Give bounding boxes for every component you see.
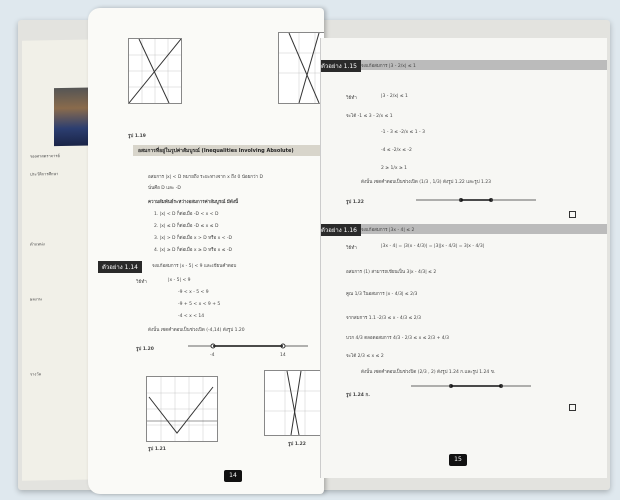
step-116-1: |3x - 4| = |3(x - 4/3)| = |3||x - 4/3| = 3|x - 4/3|: [381, 244, 485, 249]
step-115-1: |3 - 2/x| ≤ 1: [381, 94, 408, 99]
figure-label-120: รูป 1.20: [136, 347, 154, 352]
tick-left: -4: [210, 353, 215, 358]
example-label-116: ตัวอย่าง 1.16: [320, 224, 361, 236]
step-115-3: -1 - 3 ≤ -2/x ≤ 1 - 3: [381, 130, 425, 135]
step-116-5: บวก 4/3 ตลอดอสมการ 4/3 - 2/3 ≤ x ≤ 2/3 + 4/3: [346, 336, 450, 341]
figure-label-122-left: รูป 1.22: [288, 442, 306, 447]
answer-116: ดังนั้น เซตคำตอบเป็นช่วงปิด (2/3 , 2) ดังรูป 1.24 ก.และรูป 1.24 ข.: [361, 370, 496, 375]
answer-114: ดังนั้น เซตคำตอบเป็นช่วงเปิด (-4,14) ดังรูป 1.20: [148, 328, 245, 333]
figure-label-124: รูป 1.24 ก.: [346, 393, 370, 398]
intro-line-2: นั่นคือ D และ -D: [148, 186, 181, 191]
works-heading: ผลงาน: [30, 296, 42, 302]
rule-1: 1. |x| < D ก็ต่อเมื่อ -D < x < D: [154, 212, 219, 217]
solution-line-1: |x - 5| < 9: [168, 278, 191, 283]
step-116-3: คูณ 1/3 ในอสมการ |x - 4/3| ≤ 2/3: [346, 292, 418, 297]
graph-119b: [278, 32, 324, 104]
end-mark-116: [569, 404, 576, 411]
number-line-122: [416, 192, 536, 208]
figure-label-121: รูป 1.21: [148, 447, 166, 452]
author-name: รองศาสตราจารย์: [30, 153, 60, 159]
example-label-115: ตัวอย่าง 1.15: [320, 60, 361, 72]
figure-label-119: รูป 1.19: [128, 134, 146, 139]
left-page: [88, 8, 324, 494]
step-115-5: 2 ≥ 1/x ≥ 1: [381, 166, 408, 171]
graph-122: [264, 370, 324, 436]
step-115-4: -4 ≤ -2/x ≤ -2: [381, 148, 412, 153]
award-heading: รางวัล: [30, 371, 42, 377]
solution-label: วิธีทำ: [136, 280, 147, 285]
solution-line-3: -9 + 5 < x < 9 + 5: [178, 302, 221, 307]
example-text-116: จงแก้อสมการ |3x - 4| ≤ 2: [361, 228, 415, 233]
example-text-115: จงแก้อสมการ |3 - 2/x| ≤ 1: [361, 64, 416, 69]
step-116-4: จากสมการ 1.1 -2/3 ≤ x - 4/3 ≤ 2/3: [346, 316, 422, 321]
number-line-120: [188, 338, 308, 358]
solution-line-4: -4 < x < 14: [178, 314, 205, 319]
example-text-114: จงแก้อสมการ |x - 5| < 9 และเขียนคำตอบ: [152, 264, 237, 269]
graph-121: [146, 376, 218, 442]
right-page: [320, 38, 607, 478]
education-heading: ประวัติการศึกษา: [30, 171, 59, 177]
page-number-left: 14: [224, 470, 242, 482]
graph-119a: [128, 38, 182, 104]
solution-label-115: วิธีทำ: [346, 96, 357, 101]
rule-2: 2. |x| ≤ D ก็ต่อเมื่อ -D ≤ x ≤ D: [154, 224, 219, 229]
section-heading: อสมการที่อยู่ในรูปค่าสัมบูรณ์ (Inequalities Involving Absolute): [138, 148, 294, 154]
step-115-2: จะได้ -1 ≤ 3 - 2/x ≤ 1: [346, 114, 393, 119]
rule-4: 4. |x| ≥ D ก็ต่อเมื่อ x ≥ D หรือ x ≤ -D: [154, 248, 233, 253]
example-label-114: ตัวอย่าง 1.14: [98, 261, 142, 273]
page-number-right: 15: [449, 454, 467, 466]
position-heading: ตำแหน่ง: [30, 241, 45, 247]
relation-heading: ความสัมพันธ์ระหว่างอสมการค่าสัมบูรณ์ มีดังนี้: [148, 200, 239, 205]
step-116-6: จะได้ 2/3 ≤ x ≤ 2: [346, 354, 384, 359]
solution-line-2: -9 < x - 5 < 9: [178, 290, 209, 295]
tick-right: 14: [280, 353, 286, 358]
solution-label-116: วิธีทำ: [346, 246, 357, 251]
answer-115: ดังนั้น เซตคำตอบเป็นช่วงเปิด (1/3 , 1/3) ดังรูป 1.22 และรูป 1.23: [361, 180, 492, 185]
end-mark-115: [569, 211, 576, 218]
number-line-124: [411, 378, 531, 394]
intro-line-1: อสมการ |x| < D หมายถึง ระยะทางจาก x ถึง 0 น้อยกว่า D: [148, 175, 263, 180]
step-116-2: อสมการ (1) สามารถเขียนเป็น 3|x - 4/3| ≤ 2: [346, 270, 437, 275]
rule-3: 3. |x| > D ก็ต่อเมื่อ x > D หรือ x < -D: [154, 236, 233, 241]
figure-label-122-right: รูป 1.22: [346, 200, 364, 205]
